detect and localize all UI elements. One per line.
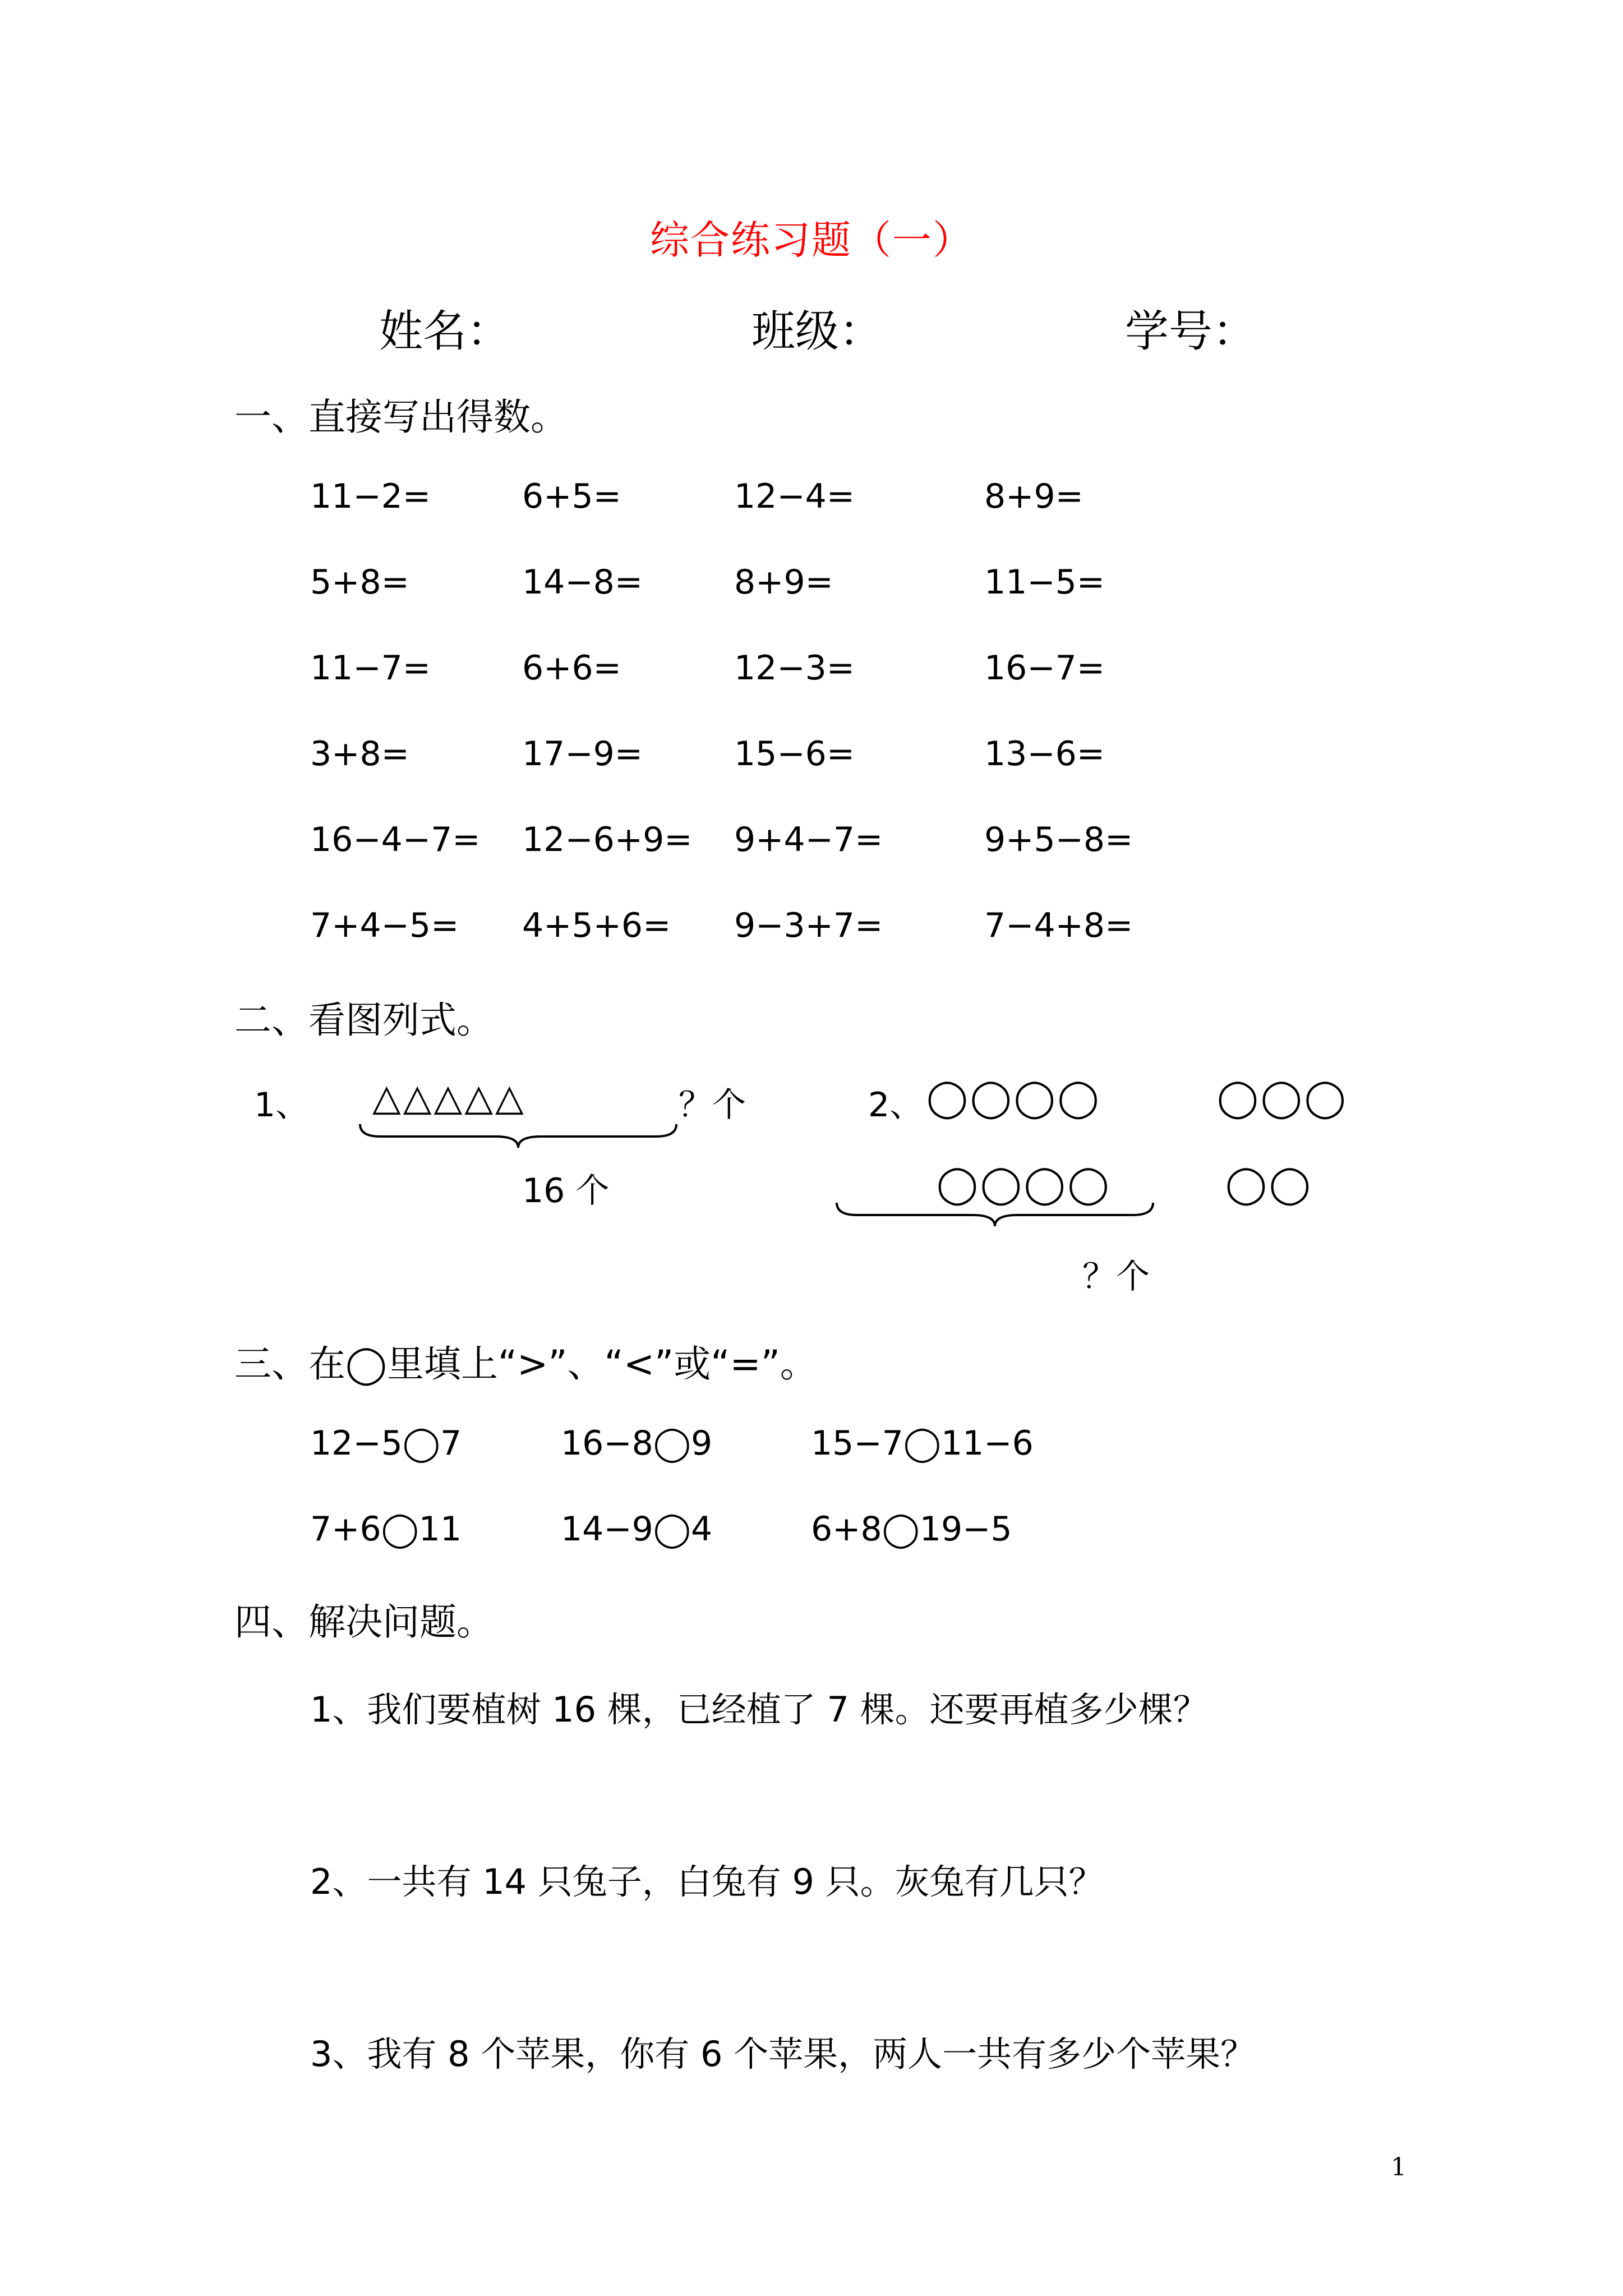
problem: 16−4−7= — [310, 820, 481, 859]
page-title: 综合练习题（一） — [650, 217, 973, 263]
page-number: 1 — [1391, 2153, 1407, 2182]
compare-problem: 6+8◯19−5 — [811, 1510, 1012, 1549]
triangle-group: △△△△△ — [372, 1076, 526, 1119]
section-4-heading: 四、解决问题。 — [234, 1600, 494, 1644]
question-label: ？个 — [679, 1085, 746, 1125]
brace-icon — [834, 1200, 1155, 1228]
circle-group: ◯◯◯◯ — [937, 1162, 1112, 1205]
problem: 11−2= — [310, 477, 431, 516]
word-problem: 3、我有 8 个苹果，你有 6 个苹果，两人一共有多少个苹果？ — [310, 2033, 1256, 2074]
brace-icon — [358, 1122, 679, 1150]
circle-group: ◯◯◯ — [1217, 1076, 1348, 1119]
word-problem: 2、一共有 14 只兔子，白兔有 9 只。灰兔有几只？ — [310, 1861, 1104, 1902]
circle-group: ◯◯◯◯ — [926, 1076, 1101, 1119]
total-label: 16 个 — [522, 1171, 610, 1211]
student-id-label: 学号： — [1125, 306, 1257, 357]
section-3-heading: 三、在◯里填上“>”、“<”或“=”。 — [234, 1342, 817, 1386]
section-2-heading: 二、看图列式。 — [234, 999, 494, 1042]
problem: 12−6+9= — [522, 820, 693, 859]
problem: 9+4−7= — [734, 820, 883, 859]
compare-problem: 16−8◯9 — [561, 1424, 713, 1463]
problem: 12−3= — [734, 648, 855, 688]
problem: 15−6= — [734, 734, 855, 774]
problem: 6+6= — [522, 648, 621, 688]
compare-problem: 7+6◯11 — [310, 1510, 462, 1549]
compare-problem: 14−9◯4 — [561, 1510, 713, 1549]
problem: 17−9= — [522, 734, 643, 774]
problem-number: 1、 — [254, 1085, 310, 1125]
problem: 6+5= — [522, 477, 621, 516]
problem: 3+8= — [310, 734, 409, 774]
problem: 5+8= — [310, 563, 409, 602]
name-label: 姓名： — [379, 306, 511, 357]
problem: 11−5= — [984, 563, 1105, 602]
class-label: 班级： — [751, 306, 883, 357]
section-1-heading: 一、直接写出得数。 — [234, 395, 568, 439]
problem: 14−8= — [522, 563, 643, 602]
problem-number: 2、 — [868, 1085, 924, 1125]
problem: 9+5−8= — [984, 820, 1133, 859]
problem: 8+9= — [984, 477, 1083, 516]
problem: 7−4+8= — [984, 906, 1133, 945]
word-problem: 1、我们要植树 16 棵，已经植了 7 棵。还要再植多少棵？ — [310, 1689, 1208, 1730]
problem: 8+9= — [734, 563, 833, 602]
problem: 9−3+7= — [734, 906, 883, 945]
problem: 7+4−5= — [310, 906, 459, 945]
question-label: ？个 — [1082, 1257, 1150, 1296]
problem: 16−7= — [984, 648, 1105, 688]
compare-problem: 15−7◯11−6 — [811, 1424, 1034, 1463]
problem: 12−4= — [734, 477, 855, 516]
problem: 11−7= — [310, 648, 431, 688]
problem: 4+5+6= — [522, 906, 671, 945]
compare-problem: 12−5◯7 — [310, 1424, 462, 1463]
problem: 13−6= — [984, 734, 1105, 774]
circle-group: ◯◯ — [1225, 1162, 1313, 1205]
